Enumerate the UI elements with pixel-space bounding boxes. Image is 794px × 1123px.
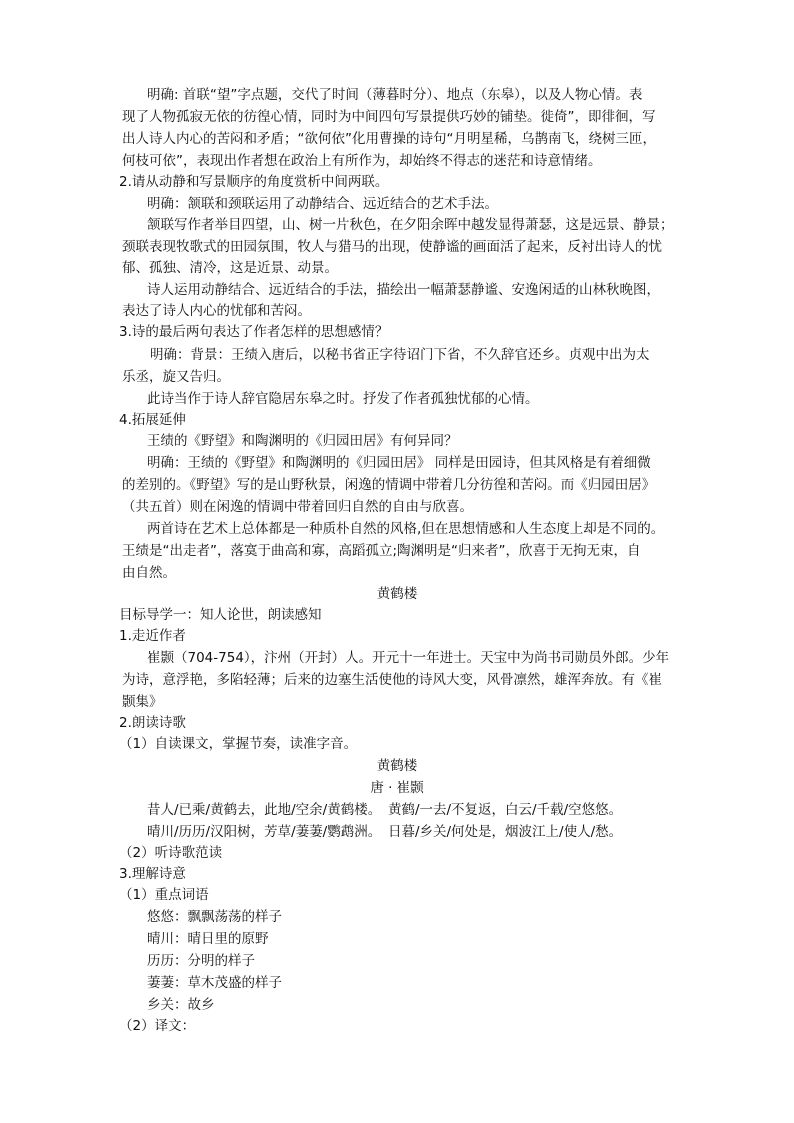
text-line: 3.理解诗意 [119,866,186,882]
text-line: （1）重点词语 [119,887,209,903]
text-line: 明确: 首联“望”字点题，交代了时间（薄暮时分）、地点（东皋），以及人物心情。表 [147,87,643,103]
text-line: （1）自读课文，掌握节奏，读准字音。 [119,736,358,752]
text-line: 王绩的《野望》和陶渊明的《归园田居》有何异同？ [147,433,458,449]
text-line: 萋萋：草木茂盛的样子 [147,975,282,991]
centered-heading-line: 黄鹤楼 [376,586,418,602]
text-line: 两首诗在艺术上总体都是一种质朴自然的风格,但在思想情感和人生态度上却是不同的。 [147,521,665,537]
text-line: 诗人运用动静结合、远近结合的手法，描绘出一幅萧瑟静谧、安逸闲适的山林秋晚图， [147,282,660,298]
text-line: 王绩是“出走者”，落寞于曲高和寡，高蹈孤立;陶渊明是“归来者”，欣喜于无拘无束，自 [122,543,641,559]
text-line: 为诗，意浮艳，多陷轻薄；后来的边塞生活使他的诗风大变，风骨凛然，雄浑奔放。有《崔 [122,672,662,688]
text-line: 1.走近作者 [119,628,186,644]
text-line: 现了人物孤寂无依的彷徨心情，同时为中间四句写景提供巧妙的铺垫。徙倚”，即徘徊，写 [122,109,656,125]
text-line: 晴川/历历/汉阳树，芳草/萋萋/鹦鹉洲。 日暮/乡关/何处是，烟波江上/使人/愁。 [147,824,623,840]
text-line: 4.拓展延伸 [119,412,186,428]
text-line: 此诗当作于诗人辞官隐居东皋之时。抒发了作者孤独忧郁的心情。 [147,391,539,407]
text-line: 2.请从动静和写景顺序的角度赏析中间两联。 [119,174,389,190]
text-line: 出人诗人内心的苦闷和矛盾；“欲何依”化用曹操的诗句“月明星稀，乌鹊南飞，绕树三匝， [122,131,656,147]
text-line: 历历：分明的样子 [147,953,255,969]
text-line: 目标导学一：知人论世，朗读感知 [119,607,322,623]
text-line: 何枝可依”，表现出作者想在政治上有所作为，却始终不得志的迷茫和诗意情绪。 [122,153,602,169]
text-line: （2）听诗歌范读 [119,845,223,861]
centered-heading-line: 唐 · 崔颢 [370,780,424,796]
text-line: 昔人/已乘/黄鹤去，此地/空余/黄鹤楼。 黄鹤/一去/不复返，白云/千载/空悠悠。 [147,802,623,818]
text-line: 乡关：故乡 [147,997,215,1013]
text-line: 2.朗读诗歌 [119,715,186,731]
text-line: 明确：背景：王绩入唐后，以秘书省正字待诏门下省，不久辞官还乡。贞观中出为太 [150,347,650,363]
text-line: 悠悠：飘飘荡荡的样子 [147,909,282,925]
text-line: 郁、孤独、清冷，这是近景、动景。 [122,260,338,276]
text-line: 由自然。 [122,565,176,581]
text-line: （共五首）则在闲逸的情调中带着回归自然的自由与欣喜。 [122,499,473,515]
text-line: 颈联表现牧歌式的田园氛围，牧人与猎马的出现，使静谧的画面活了起来，反衬出诗人的忧 [122,239,662,255]
text-line: 的差别的。《野望》写的是山野秋景，闲逸的情调中带着几分彷徨和苦闷。而《归园田居》 [122,477,656,493]
text-line: 颔联写作者举目四望，山、树一片秋色，在夕阳余晖中越发显得萧瑟，这是远景、静景； [147,217,674,233]
text-line: 明确：颔联和颈联运用了动静结合、远近结合的艺术手法。 [147,196,498,212]
text-line: 乐丞，旋又告归。 [122,369,230,385]
text-line: 明确：王绩的《野望》和陶渊明的《归园田居》 同样是田园诗，但其风格是有着细微 [147,455,651,471]
text-line: 3.诗的最后两句表达了作者怎样的思想感情？ [119,324,389,340]
text-line: （2）译文： [119,1018,196,1034]
text-line: 晴川：晴日里的原野 [147,931,269,947]
text-line: 崔颢（704-754），汴州（开封）人。开元十一年进士。天宝中为尚书司勋员外郎。少年 [147,650,670,666]
text-line: 表达了诗人内心的忧郁和苦闷。 [122,303,311,319]
text-line: 颢集》 [122,694,163,710]
centered-heading-line: 黄鹤楼 [376,758,418,774]
